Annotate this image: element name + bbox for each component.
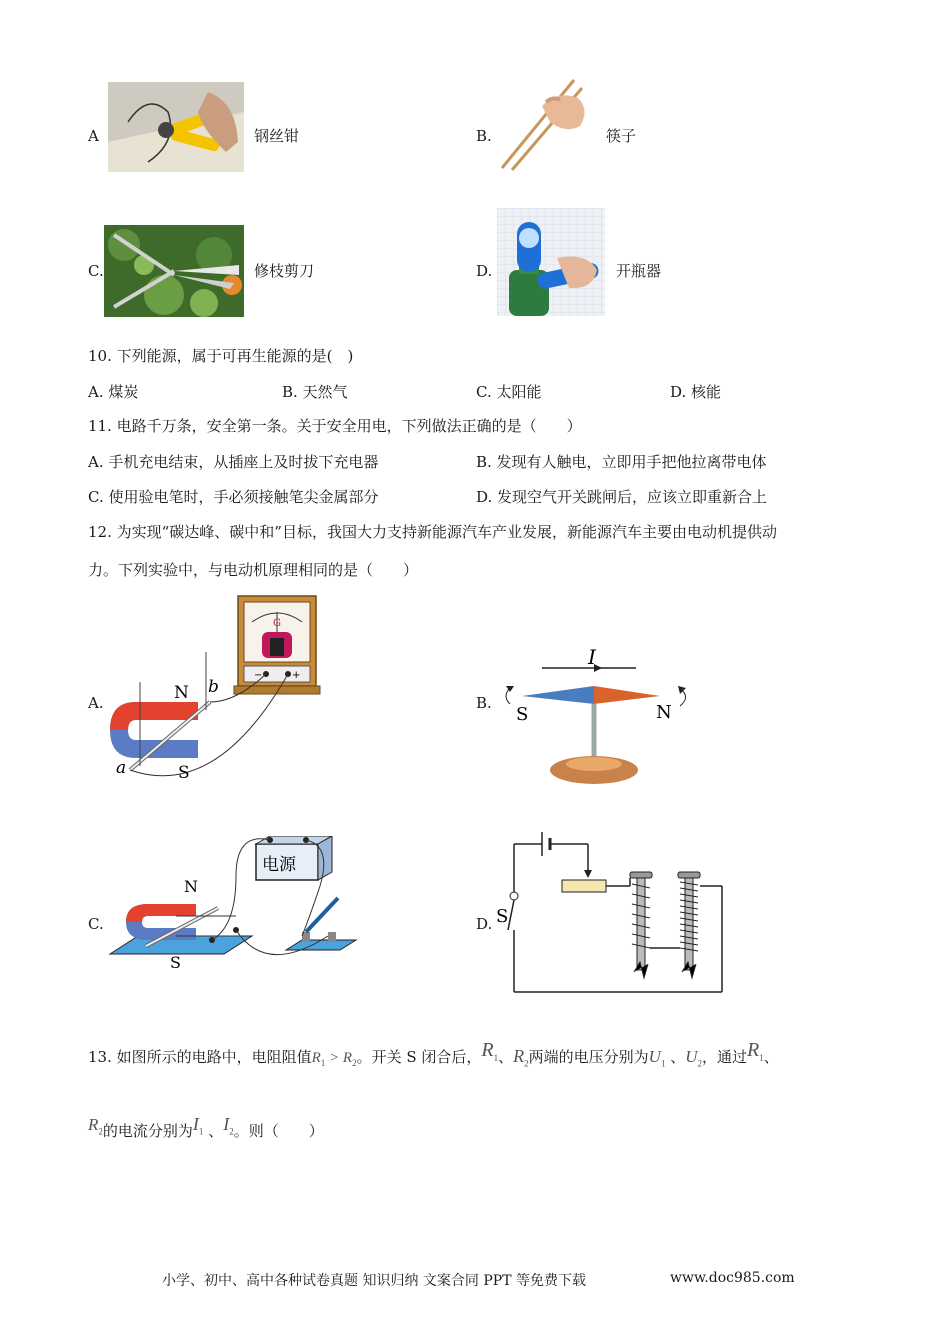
option-letter: A [88,127,99,145]
svg-text:N: N [184,877,198,896]
svg-text:a: a [116,758,127,778]
svg-text:b: b [208,677,219,697]
svg-text:N: N [656,702,672,723]
svg-text:−: − [254,670,263,681]
option-b: B. 天然气 [282,383,348,401]
option-a: A. 煤炭 [88,383,139,401]
option-c: C. 太阳能 [476,383,542,401]
svg-text:S: S [496,906,509,927]
chopsticks-photo-icon [498,76,598,172]
svg-text:S: S [170,953,181,972]
svg-text:I: I [588,648,596,669]
option-name: 钢丝钳 [254,127,300,145]
option-name: 筷子 [606,127,637,145]
option-name: 修枝剪刀 [254,262,315,280]
galvanometer-g-label: G [273,618,281,629]
bottle-opener-photo-icon [497,208,605,316]
option-d-letter: D. [476,915,493,933]
electromagnet-circuit-diagram [494,822,726,996]
svg-text:S: S [516,704,529,725]
option-b: B. 发现有人触电，立即用手把他拉离带电体 [476,453,767,471]
option-a-letter: A. [88,694,104,712]
oersted-compass-diagram [496,648,696,788]
option-d: D. 核能 [670,383,722,401]
option-b-letter: B. [476,694,492,712]
footer-link[interactable]: www.doc985.com [670,1270,795,1286]
option-c-letter: C. [88,915,104,933]
pliers-photo-icon [108,82,244,172]
question-stem-line2: 力。下列实验中，与电动机原理相同的是（ ） [88,561,419,579]
svg-text:电源: 电源 [262,855,296,875]
motor-rail-diagram [106,836,358,972]
option-name: 开瓶器 [616,262,662,280]
option-letter: B. [476,127,492,145]
option-a: A. 手机充电结束，从插座上及时拔下充电器 [88,453,379,471]
option-letter: D. [476,262,493,280]
option-c: C. 使用验电笔时，手必须接触笔尖金属部分 [88,488,379,506]
question-stem-line1: 13. 如图所示的电路中，电阻阻值$R_1 > R_2$。开关 S 闭合后，$R_1$、$R_2$两端的电压分别为$U_1$ 、$U_2$，通过$R_1$、 [88,1039,779,1069]
svg-text:+: + [292,670,301,681]
svg-text:N: N [174,683,189,703]
svg-text:S: S [178,763,190,783]
question-stem-line2: $R_2$的电流分别为$I_1$ 、$I_2$。则（ ） [88,1114,324,1140]
pruning-shears-photo-icon [104,225,244,317]
footer-text: 小学、初中、高中各种试卷真题 知识归纳 文案合同 PPT 等免费下载 [162,1273,586,1289]
question-stem: 11. 电路千万条，安全第一条。关于安全用电，下列做法正确的是（ ） [88,417,582,435]
option-d: D. 发现空气开关跳闸后，应该立即重新合上 [476,488,768,506]
option-letter: C. [88,262,104,280]
question-stem-line1: 12. 为实现“碳达峰、碳中和”目标，我国大力支持新能源汽车产业发展，新能源汽车主要由电动机提供动 [88,523,777,541]
question-stem: 10. 下列能源，属于可再生能源的是( ) [88,347,354,365]
galvanometer-induction-diagram [106,590,326,786]
